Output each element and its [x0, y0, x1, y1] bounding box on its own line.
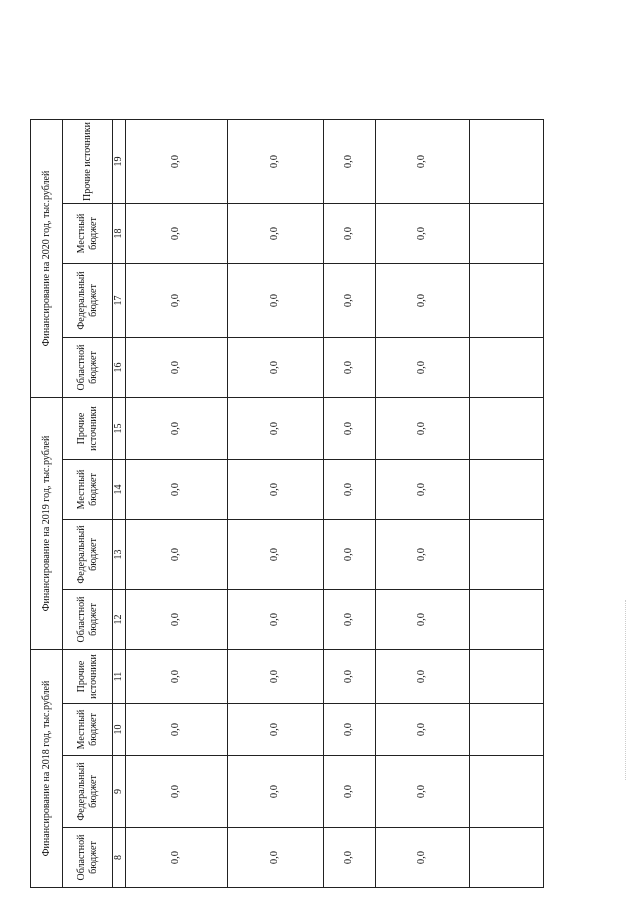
table-row-empty [469, 120, 543, 888]
column-number: 11 [113, 650, 126, 704]
table-cell: 0,0 [375, 704, 469, 756]
table-cell: 0,0 [375, 264, 469, 338]
table-cell: 0,0 [227, 520, 323, 590]
column-number: 17 [113, 264, 126, 338]
subheader-local: Местный бюджет [63, 204, 113, 264]
table-cell: 0,0 [323, 704, 375, 756]
table-cell: 0,0 [227, 460, 323, 520]
table-row [125, 120, 227, 888]
table-cell: 0,0 [125, 398, 227, 460]
subheader-local: Местный бюджет [63, 460, 113, 520]
table-row [227, 120, 323, 888]
subheader-local: Местный бюджет [63, 704, 113, 756]
column-number: 12 [113, 590, 126, 650]
column-number: 18 [113, 204, 126, 264]
empty-cell [469, 590, 543, 650]
table-cell: 0,0 [125, 704, 227, 756]
table-cell: 0,0 [125, 338, 227, 398]
table-cell: 0,0 [125, 756, 227, 828]
empty-cell [469, 650, 543, 704]
column-number: 9 [113, 756, 126, 828]
table-cell: 0,0 [375, 338, 469, 398]
table-cell: 0,0 [375, 650, 469, 704]
column-number: 19 [113, 120, 126, 204]
table-cell: 0,0 [125, 120, 227, 204]
table-cell: 0,0 [375, 756, 469, 828]
empty-cell [469, 828, 543, 888]
empty-cell [469, 120, 543, 204]
scan-artifact-line [625, 600, 632, 780]
table-cell: 0,0 [227, 650, 323, 704]
table-cell: 0,0 [323, 204, 375, 264]
table-cell: 0,0 [375, 460, 469, 520]
table-cell: 0,0 [125, 590, 227, 650]
column-number: 10 [113, 704, 126, 756]
table-cell: 0,0 [227, 120, 323, 204]
empty-cell [469, 460, 543, 520]
subheader-federal: Федеральный бюджет [63, 756, 113, 828]
subheader-other: Прочие источники [63, 120, 113, 204]
table-cell: 0,0 [125, 828, 227, 888]
subheader-other: Прочие источники [63, 398, 113, 460]
column-number: 15 [113, 398, 126, 460]
table-cell: 0,0 [323, 520, 375, 590]
empty-cell [469, 520, 543, 590]
table-cell: 0,0 [375, 398, 469, 460]
table-cell: 0,0 [323, 756, 375, 828]
table-cell: 0,0 [125, 264, 227, 338]
subheader-regional: Областной бюджет [63, 828, 113, 888]
table-cell: 0,0 [227, 338, 323, 398]
table-cell: 0,0 [227, 704, 323, 756]
column-number: 16 [113, 338, 126, 398]
table-cell: 0,0 [227, 398, 323, 460]
table-cell: 0,0 [227, 204, 323, 264]
table-cell: 0,0 [323, 398, 375, 460]
table-cell: 0,0 [323, 338, 375, 398]
table-cell: 0,0 [227, 828, 323, 888]
table-cell: 0,0 [323, 264, 375, 338]
table-cell: 0,0 [375, 520, 469, 590]
empty-cell [469, 704, 543, 756]
table-cell: 0,0 [323, 120, 375, 204]
empty-cell [469, 398, 543, 460]
table-cell: 0,0 [227, 756, 323, 828]
table-cell: 0,0 [375, 120, 469, 204]
table-cell: 0,0 [323, 590, 375, 650]
table-row [323, 120, 375, 888]
column-number: 13 [113, 520, 126, 590]
subheader-other: Прочие источники [63, 650, 113, 704]
subheader-regional: Областной бюджет [63, 590, 113, 650]
column-number: 14 [113, 460, 126, 520]
table-cell: 0,0 [375, 590, 469, 650]
table-cell: 0,0 [375, 204, 469, 264]
financing-table [30, 119, 544, 888]
table-cell: 0,0 [323, 828, 375, 888]
empty-cell [469, 204, 543, 264]
table-row [375, 120, 469, 888]
group-header-2020: Финансирование на 2020 год, тыс.рублей [31, 120, 63, 398]
table-cell: 0,0 [227, 264, 323, 338]
table-cell: 0,0 [323, 650, 375, 704]
table-cell: 0,0 [125, 204, 227, 264]
table-cell: 0,0 [125, 520, 227, 590]
table-cell: 0,0 [375, 828, 469, 888]
page-frame [30, 120, 550, 888]
empty-cell [469, 338, 543, 398]
empty-cell [469, 756, 543, 828]
group-header-2018: Финансирование на 2018 год, тыс.рублей [31, 650, 63, 888]
subheader-regional: Областной бюджет [63, 338, 113, 398]
subheader-federal: Федеральный бюджет [63, 264, 113, 338]
group-header-2019: Финансирование на 2019 год, тыс.рублей [31, 398, 63, 650]
rotated-table-container [30, 120, 550, 888]
table-cell: 0,0 [323, 460, 375, 520]
subheader-federal: Федеральный бюджет [63, 520, 113, 590]
table-cell: 0,0 [125, 460, 227, 520]
table-cell: 0,0 [125, 650, 227, 704]
column-number: 8 [113, 828, 126, 888]
table-cell: 0,0 [227, 590, 323, 650]
empty-cell [469, 264, 543, 338]
